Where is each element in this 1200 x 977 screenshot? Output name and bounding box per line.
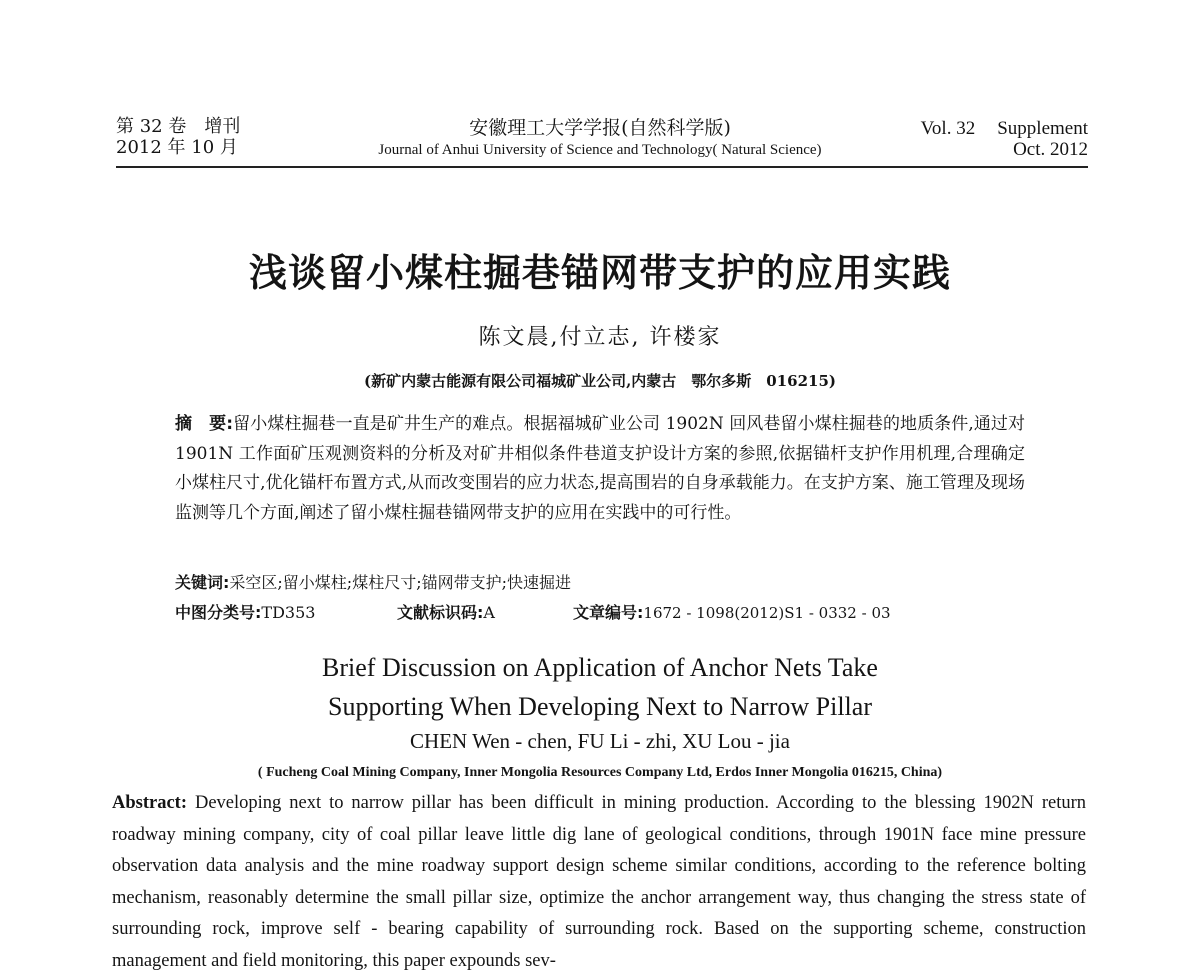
journal-volume-en	[921, 118, 1088, 160]
journal-name-en: Journal of Anhui University of Science and Technology( Natural Science)	[378, 142, 822, 158]
volume-en: Vol. 32	[920, 118, 976, 139]
abstract-cn-label: 摘 要:	[175, 414, 234, 434]
volume-cn: 第 32 卷 增刊	[116, 116, 241, 137]
authors-cn: 陈文晨,付立志, 许楼家	[478, 325, 722, 350]
supplement-en: Supplement	[997, 118, 1088, 139]
abstract-cn-text: 留小煤柱掘巷一直是矿井生产的难点。根据福城矿业公司 1902N 回风巷留小煤柱掘巷的地质条件,通过对 1901N 工作面矿压观测资料的分析及对矿井相似条件巷道支护设计方案的参照,依据锚杆支护作用机理,合理确定小煤柱尺寸,优化锚杆布置方式,从而改变围岩的应力状态,提高围岩的自身承载能力。在支护方案、施工管理及现场监测等几个方面,阐述了留小煤柱掘巷锚网带支护的应用在实践中的可行性。	[175, 414, 1025, 523]
paper-title-en	[200, 648, 1000, 726]
keywords-text: 采空区;留小煤柱;煤柱尺寸;锚网带支护;快速掘进	[229, 573, 571, 592]
clc-label: 中图分类号:	[175, 603, 262, 622]
article-no-value: 1672 - 1098(2012)S1 - 0332 - 03	[643, 604, 891, 622]
date-en: Oct. 2012	[1013, 139, 1088, 160]
authors-en: CHEN Wen - chen, FU Li - zhi, XU Lou - jia	[410, 729, 790, 753]
header-rule	[116, 166, 1088, 168]
article-no-group	[573, 600, 891, 623]
keywords-label: 关键词:	[175, 573, 230, 592]
doc-code-group	[397, 600, 573, 623]
date-cn: 2012 年 10 月	[116, 137, 238, 158]
abstract-en-label: Abstract:	[112, 793, 188, 813]
paper-title-cn: 浅谈留小煤柱掘巷锚网带支护的应用实践	[248, 250, 951, 295]
journal-volume-cn	[116, 116, 240, 158]
journal-name-cn: 安徽理工大学学报(自然科学版)	[469, 117, 731, 139]
title-en-line-2: Supporting When Developing Next to Narrow Pillar	[328, 692, 872, 721]
title-en-line-1: Brief Discussion on Application of Anchor Nets Take	[322, 653, 878, 682]
keywords-cn	[175, 570, 1055, 593]
affiliation-en: ( Fucheng Coal Mining Company, Inner Mongolia Resources Company Ltd, Erdos Inner Mongolia 016215, China)	[257, 765, 943, 780]
doc-code-label: 文献标识码:	[397, 603, 484, 622]
affiliation-cn: (新矿内蒙古能源有限公司福城矿业公司,内蒙古 鄂尔多斯 016215)	[363, 372, 837, 390]
abstract-en-text: Developing next to narrow pillar has been difficult in mining production. According to the blessing 1902N return roadway mining company, city of coal pillar leave little dig lane of geological conditions, through 1901N face mine pressure observation data analysis and the mine roadway support design scheme similar conditions, according to the reference bolting mechanism, reasonably determine the small pillar size, optimize the anchor arrangement way, thus changing the stress state of surrounding rock, improve self - bearing capability of surrounding rock. Based on the supporting scheme, construction management and field monitoring, this paper expounds sev-	[112, 793, 1086, 971]
doc-code-value: A	[483, 603, 495, 622]
abstract-cn	[175, 410, 1025, 528]
article-no-label: 文章编号:	[573, 603, 644, 622]
clc-value: TD353	[261, 603, 316, 622]
classification-row	[175, 600, 1055, 623]
journal-name	[330, 116, 870, 160]
abstract-en	[112, 788, 1086, 977]
clc-group	[175, 600, 397, 623]
